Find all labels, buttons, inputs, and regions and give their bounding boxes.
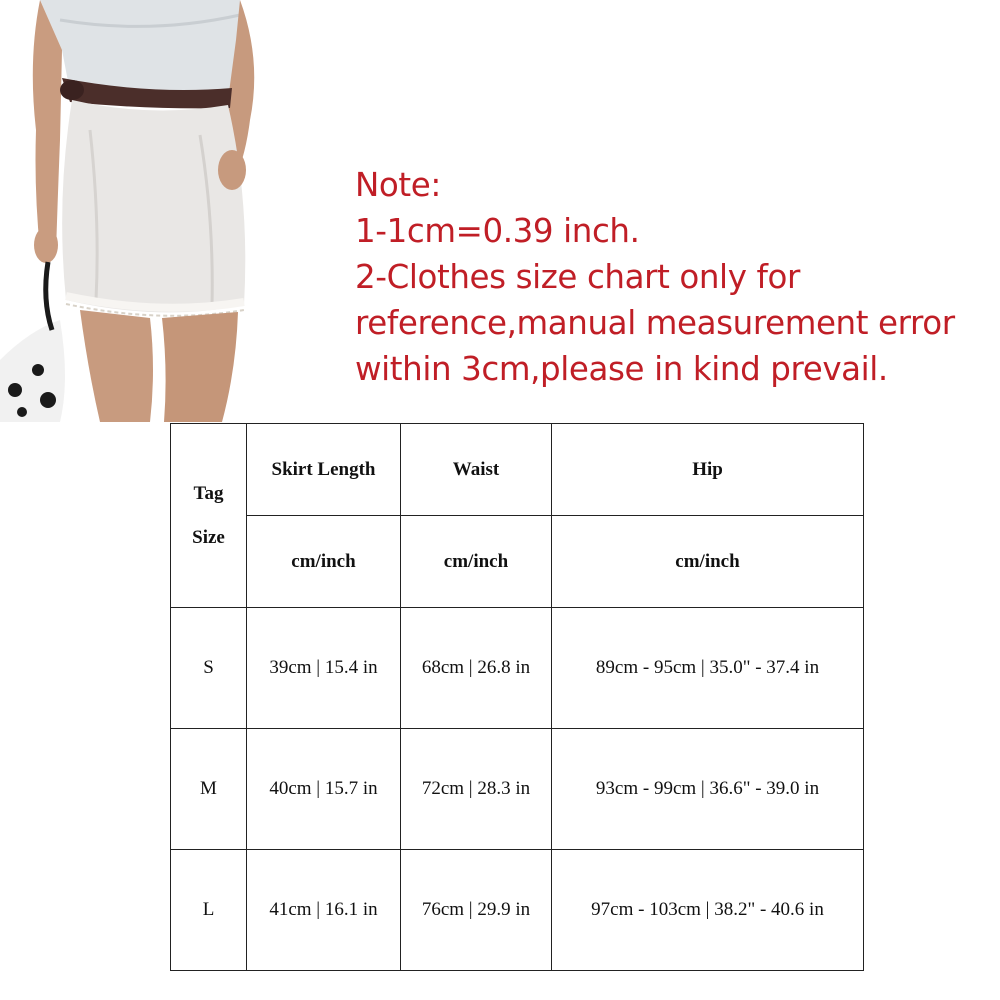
unit-waist: cm/inch bbox=[401, 516, 552, 608]
size-cell: L bbox=[171, 850, 247, 971]
note-line: 2-Clothes size chart only for bbox=[355, 258, 800, 296]
size-cell: M bbox=[171, 729, 247, 850]
table-row bbox=[171, 608, 864, 729]
product-photo bbox=[0, 0, 270, 422]
header-hip: Hip bbox=[552, 424, 864, 516]
note-line: within 3cm,please in kind prevail. bbox=[355, 350, 888, 388]
note-line: reference,manual measurement error bbox=[355, 304, 955, 342]
hip-cell: 89cm - 95cm | 35.0" - 37.4 in bbox=[552, 608, 864, 729]
size-label: Size bbox=[192, 526, 225, 548]
tag-size-header bbox=[171, 424, 247, 608]
note-title: Note: bbox=[355, 166, 441, 204]
size-chart-table bbox=[170, 423, 864, 971]
waist-cell: 76cm | 29.9 in bbox=[401, 850, 552, 971]
header-skirt-length: Skirt Length bbox=[247, 424, 401, 516]
length-cell: 41cm | 16.1 in bbox=[247, 850, 401, 971]
tag-label: Tag bbox=[193, 482, 224, 504]
unit-hip: cm/inch bbox=[552, 516, 864, 608]
header-waist: Waist bbox=[401, 424, 552, 516]
unit-skirt-length: cm/inch bbox=[247, 516, 401, 608]
header-row bbox=[171, 424, 864, 516]
table-row bbox=[171, 729, 864, 850]
size-note bbox=[355, 162, 995, 392]
hip-cell: 97cm - 103cm | 38.2" - 40.6 in bbox=[552, 850, 864, 971]
hip-cell: 93cm - 99cm | 36.6" - 39.0 in bbox=[552, 729, 864, 850]
length-cell: 39cm | 15.4 in bbox=[247, 608, 401, 729]
note-line: 1-1cm=0.39 inch. bbox=[355, 212, 640, 250]
size-cell: S bbox=[171, 608, 247, 729]
waist-cell: 68cm | 26.8 in bbox=[401, 608, 552, 729]
length-cell: 40cm | 15.7 in bbox=[247, 729, 401, 850]
table-row bbox=[171, 850, 864, 971]
waist-cell: 72cm | 28.3 in bbox=[401, 729, 552, 850]
units-row bbox=[171, 516, 864, 608]
